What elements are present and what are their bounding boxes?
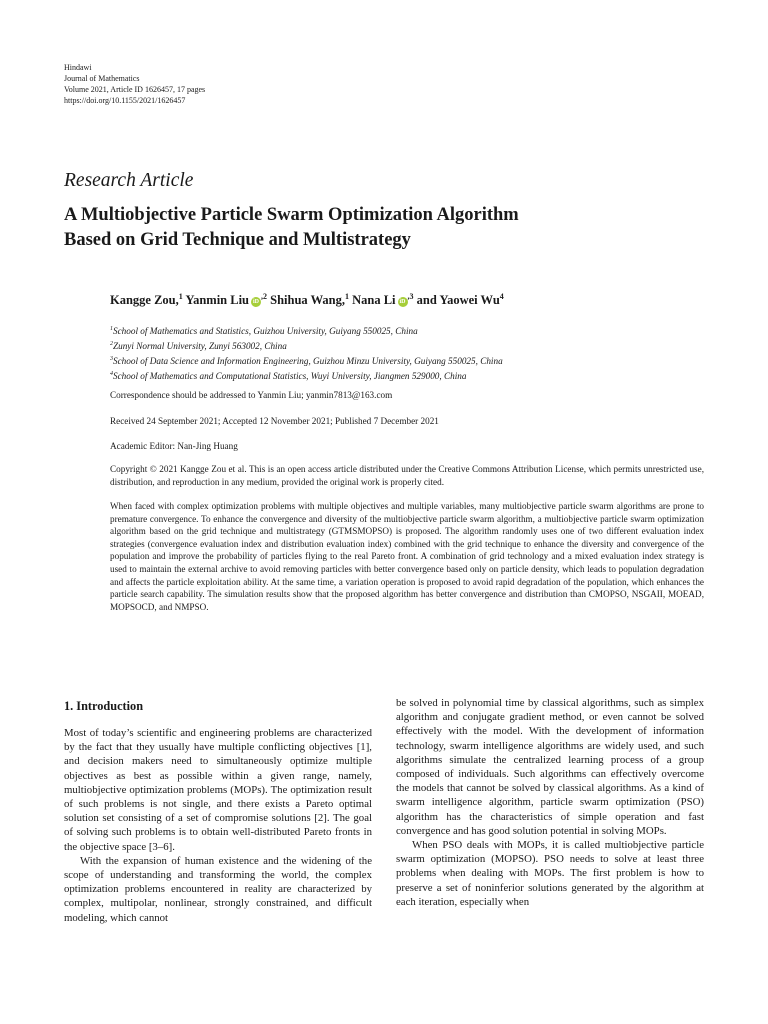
copyright-notice: Copyright © 2021 Kangge Zou et al. This is an open access article distributed under the Creative Commons Attribution License, which permits unrestricted use, distribution, and reproduction in any medium, provided the original work is properly cited.: [110, 464, 704, 487]
author-affiliation-mark: ,2: [261, 292, 268, 301]
right-column: [396, 696, 704, 909]
author-name: Kangge Zou,: [110, 293, 179, 308]
affiliation-mark: 1: [110, 326, 113, 332]
publication-dates: Received 24 September 2021; Accepted 12 November 2021; Published 7 December 2021: [110, 416, 439, 426]
correspondence-line: Correspondence should be addressed to Yanmin Liu; yanmin7813@163.com: [110, 390, 393, 400]
body-paragraph: Most of today’s scientific and engineering problems are characterized by the fact that they usually have multiple conflicting objectives [1], and decision makers need to simultaneously optimize multiple objectives as best as possible within a given range, namely, multiobjective optimization problems (MOPs). The optimization result of such problems is not single, and there exists a Pareto optimal solution set consisting of a set of compromise solutions [2]. The goal of solving such problems is to obtain well-distributed Pareto fronts in the objective space [3–6].: [64, 727, 372, 853]
affiliation-item: [110, 323, 503, 338]
volume-info: Volume 2021, Article ID 1626457, 17 pages: [64, 85, 206, 94]
author-affiliation-mark: 1: [178, 292, 183, 301]
title-line-2: Based on Grid Technique and Multistrategy: [64, 230, 411, 250]
academic-editor: Academic Editor: Nan-Jing Huang: [110, 441, 238, 451]
author-affiliation-mark: 1: [344, 292, 349, 301]
author-list: [110, 292, 504, 308]
affiliation-text: Zunyi Normal University, Zunyi 563002, China: [113, 341, 287, 352]
orcid-icon[interactable]: iD: [253, 299, 260, 306]
author-name: and Yaowei Wu: [416, 293, 500, 308]
section-heading: 1. Introduction: [64, 699, 144, 713]
doi-link[interactable]: https://doi.org/10.1155/2021/1626457: [64, 96, 186, 105]
affiliation-list: [110, 323, 503, 383]
journal-name: Journal of Mathematics: [64, 74, 140, 83]
abstract-text: When faced with complex optimization problems with multiple objectives and multiple variables, many multiobjective particle swarm algorithms are prone to premature convergence. To enhance the convergence and diversity of the multiobjective particle swarm algorithm, a multiobjective particle swarm optimization algorithm based on the grid technique and multistrategy (GTMSMOPSO) is proposed. The algorithm randomly uses one of two different evaluation index strategies (convergence evaluation index and distribution evaluation index) combined with the grid technique to enhance the diversity and convergence of the population and improve the probability of particles flying to the real Pareto front. A combination of grid technology and a mixed evaluation index strategy is used to maintain the external archive to avoid removing particles with better convergence based only on particle density, which leads to population degradation and affects the particle exploitation ability. At the same time, a variation operation is proposed to avoid rapid degradation of the population, which enhances the particle search capability. The simulation results show that the proposed algorithm has better convergence and distribution than CMOPSO, NSGAII, MOEAD, MOPSOCD, and NMPSO.: [110, 501, 704, 612]
author-affiliation-mark: ,3: [407, 292, 414, 301]
body-paragraph: be solved in polynomial time by classical algorithms, such as simplex algorithm and conjugate gradient method, or even cannot be solved effectively with the model. With the development of information technology, swarm intelligence algorithms are widely used, and such algorithms simulate the centralized learning process of a group composed of individuals. Such algorithms can effectively overcome the models that cannot be solved by classical algorithms. As a kind of swarm intelligence algorithm, particle swarm optimization (PSO) algorithm has the characteristics of simple operation and fast convergence and has good solution potential in solving MOPs.: [396, 697, 704, 837]
author-name: Nana Li: [352, 293, 396, 308]
affiliation-mark: 3: [110, 356, 113, 363]
author-name: Shihua Wang,: [270, 293, 345, 308]
affiliation-text: School of Mathematics and Computational Statistics, Wuyi University, Jiangmen 529000, China: [113, 371, 467, 382]
affiliation-item: [110, 368, 503, 383]
affiliation-mark: 4: [110, 371, 113, 378]
affiliation-text: School of Data Science and Information Engineering, Guizhou Minzu University, Guiyang 550025, China: [113, 356, 503, 367]
author-affiliation-mark: 4: [499, 292, 504, 301]
left-column: [64, 726, 372, 925]
orcid-icon[interactable]: iD: [399, 299, 406, 306]
body-paragraph: When PSO deals with MOPs, it is called multiobjective particle swarm optimization (MOPSO). PSO needs to solve at least three problems when dealing with MOPs. The first problem is how to preserve a set of noninferior solutions generated by the algorithm at each iteration, especially when: [396, 839, 704, 908]
author-name: Yanmin Liu: [185, 293, 250, 308]
publisher-name: Hindawi: [64, 63, 92, 72]
affiliation-item: [110, 353, 503, 368]
body-paragraph: With the expansion of human existence and the widening of the scope of understanding and transforming the world, the complex optimization problems encountered in reality are characterized by complex, multipolar, nonlinear, strongly constrained, and difficult modeling, which cannot: [64, 854, 372, 924]
title-line-1: A Multiobjective Particle Swarm Optimization Algorithm: [64, 205, 519, 225]
article-type: Research Article: [64, 170, 194, 191]
affiliation-item: [110, 338, 503, 353]
journal-header: [64, 62, 205, 106]
affiliation-text: School of Mathematics and Statistics, Guizhou University, Guiyang 550025, China: [113, 326, 418, 337]
paper-title: [64, 203, 704, 253]
affiliation-mark: 2: [110, 341, 113, 348]
